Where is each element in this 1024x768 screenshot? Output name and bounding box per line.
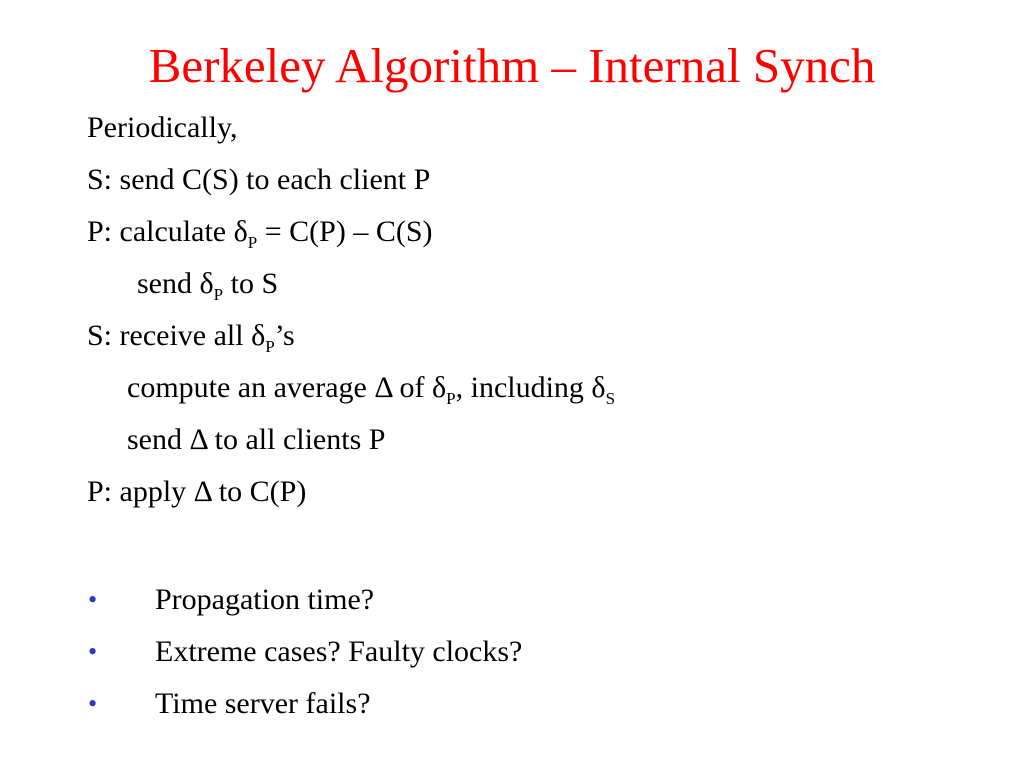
slide-title: Berkeley Algorithm – Internal Synch <box>148 38 876 93</box>
line-text: S: receive all δ <box>87 319 266 352</box>
line-text: P: apply Δ to C(P) <box>87 475 307 508</box>
bullet-text: Extreme cases? Faulty clocks? <box>155 635 523 668</box>
bullet-marker: • <box>88 689 98 718</box>
subscript: P <box>247 233 258 252</box>
bullet-item <box>155 634 522 670</box>
line-text: to S <box>223 267 279 300</box>
subscript: S <box>605 389 616 408</box>
body-line <box>137 266 278 302</box>
subscript: P <box>265 337 275 356</box>
line-text: S: send C(S) to each client P <box>87 163 431 196</box>
body-line <box>87 214 433 250</box>
line-text: ’s <box>274 319 295 352</box>
body-line <box>127 370 615 406</box>
line-text: compute an average Δ of δ <box>127 371 447 404</box>
line-text: , including δ <box>455 371 606 404</box>
body-line <box>87 110 238 146</box>
line-text: send δ <box>137 267 214 300</box>
line-text: P: calculate δ <box>87 215 248 248</box>
body-line <box>87 162 430 198</box>
bullet-item <box>155 582 374 618</box>
bullet-text: Propagation time? <box>155 583 375 616</box>
body-line <box>127 422 385 458</box>
subscript: P <box>213 285 224 304</box>
bullet-marker: • <box>88 637 98 666</box>
body-line <box>87 474 306 510</box>
line-text: = C(P) – C(S) <box>257 215 433 248</box>
bullet-text: Time server fails? <box>155 687 371 720</box>
line-text: send Δ to all clients P <box>127 423 386 456</box>
subscript: P <box>446 389 456 408</box>
line-text: Periodically, <box>87 111 238 144</box>
bullet-marker: • <box>88 585 98 614</box>
bullet-item <box>155 686 371 722</box>
body-line <box>87 318 295 354</box>
